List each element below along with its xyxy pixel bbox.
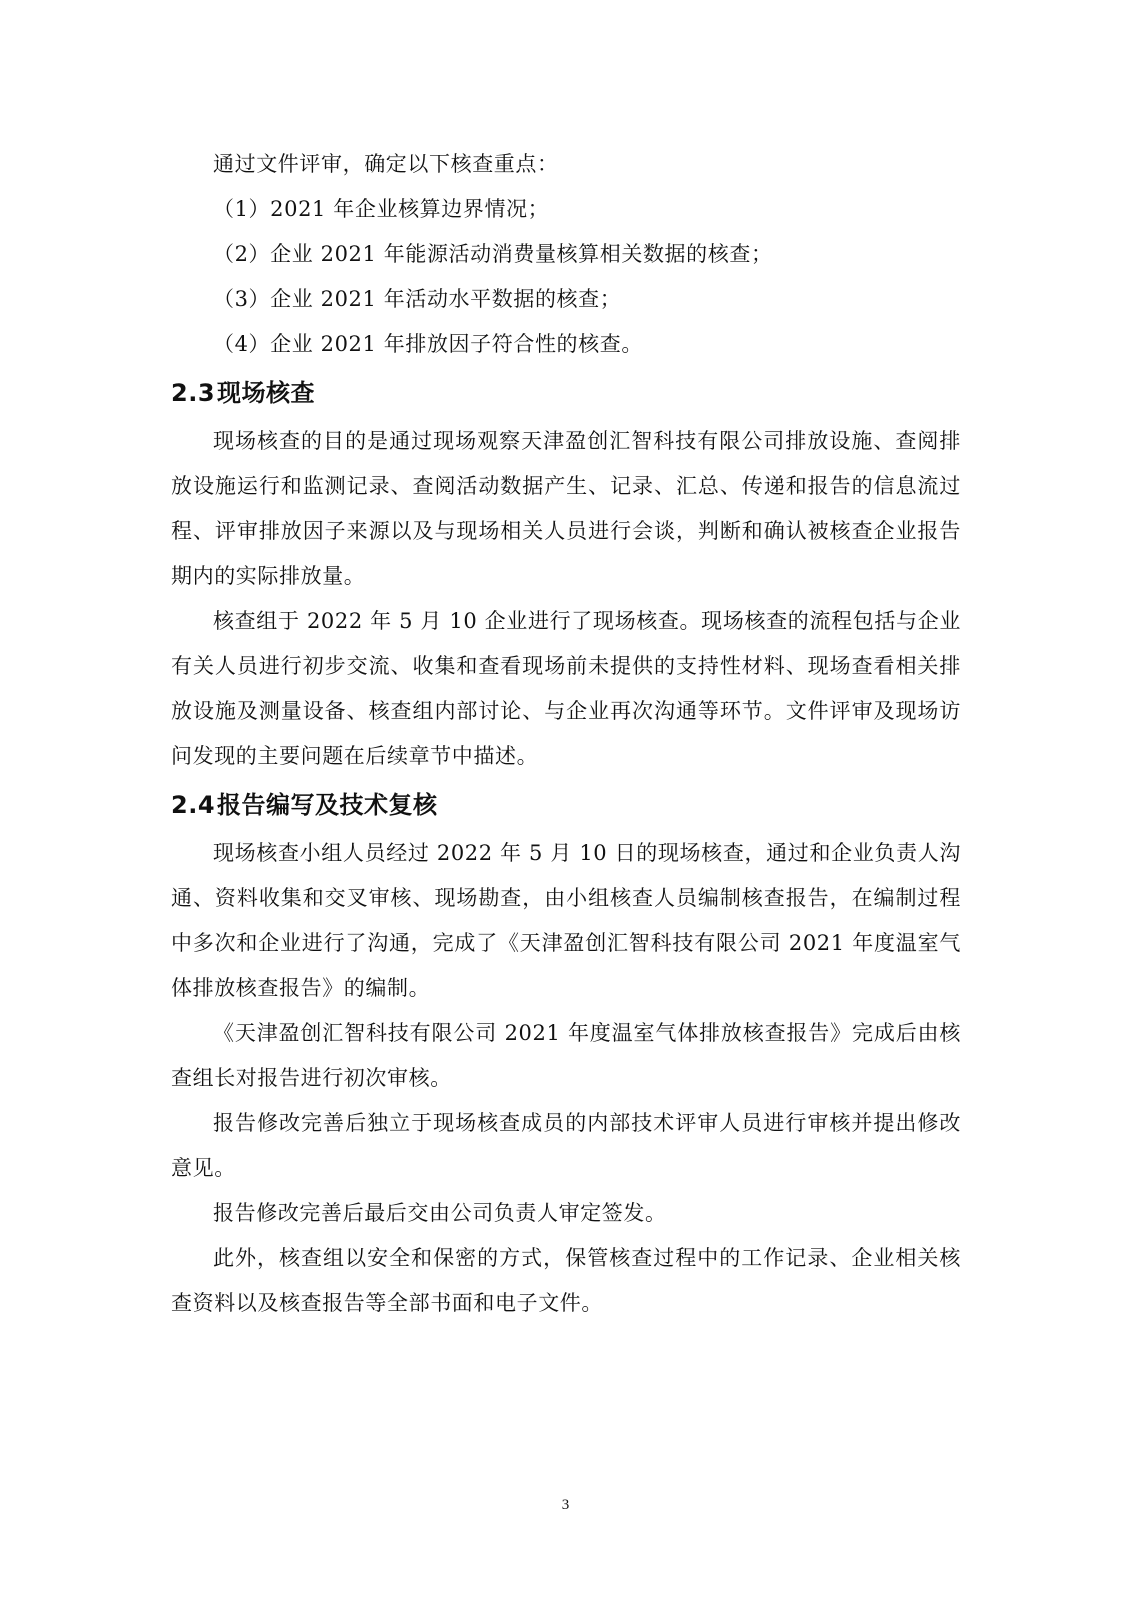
section-number: 2.3 (171, 379, 216, 407)
focus-item: （3）企业 2021 年活动水平数据的核查； (213, 287, 622, 311)
focus-item: （4）企业 2021 年排放因子符合性的核查。 (213, 332, 643, 356)
body-paragraph: 核查组于 2022 年 5 月 10 企业进行了现场核查。现场核查的流程包括与企业有关人员进行初步交流、收集和查看现场前未提供的支持性材料、现场查看相关排放设施及测量设备、核查组内部讨论、与企业再次沟通等环节。文件评审及现场访问发现的主要问题在后续章节中描述。 (171, 609, 961, 768)
focus-item: （2）企业 2021 年能源活动消费量核算相关数据的核查； (213, 242, 773, 266)
page-content (171, 142, 961, 1326)
section-number: 2.4 (171, 791, 216, 819)
section-heading-2-4 (171, 779, 961, 831)
body-paragraph: 现场核查小组人员经过 2022 年 5 月 10 日的现场核查，通过和企业负责人沟通、资料收集和交叉审核、现场勘查，由小组核查人员编制核查报告，在编制过程中多次和企业进行了沟通，完成了《天津盈创汇智科技有限公司 2021 年度温室气体排放核查报告》的编制。 (171, 841, 961, 1000)
body-paragraph: 此外，核查组以安全和保密的方式，保管核查过程中的工作记录、企业相关核查资料以及核查报告等全部书面和电子文件。 (171, 1246, 961, 1315)
intro-paragraph: 通过文件评审，确定以下核查重点： (213, 152, 559, 176)
body-paragraph: 报告修改完善后独立于现场核查成员的内部技术评审人员进行审核并提出修改意见。 (171, 1111, 961, 1180)
body-paragraph: 报告修改完善后最后交由公司负责人审定签发。 (213, 1201, 667, 1225)
focus-item: （1）2021 年企业核算边界情况； (213, 197, 550, 221)
section-title: 报告编写及技术复核 (217, 791, 438, 819)
page-number: 3 (561, 1497, 570, 1513)
body-paragraph: 《天津盈创汇智科技有限公司 2021 年度温室气体排放核查报告》完成后由核查组长对报告进行初次审核。 (171, 1021, 961, 1090)
section-heading-2-3 (171, 367, 961, 419)
section-title: 现场核查 (217, 379, 315, 407)
body-paragraph: 现场核查的目的是通过现场观察天津盈创汇智科技有限公司排放设施、查阅排放设施运行和监测记录、查阅活动数据产生、记录、汇总、传递和报告的信息流过程、评审排放因子来源以及与现场相关人员进行会谈，判断和确认被核查企业报告期内的实际排放量。 (171, 429, 961, 588)
